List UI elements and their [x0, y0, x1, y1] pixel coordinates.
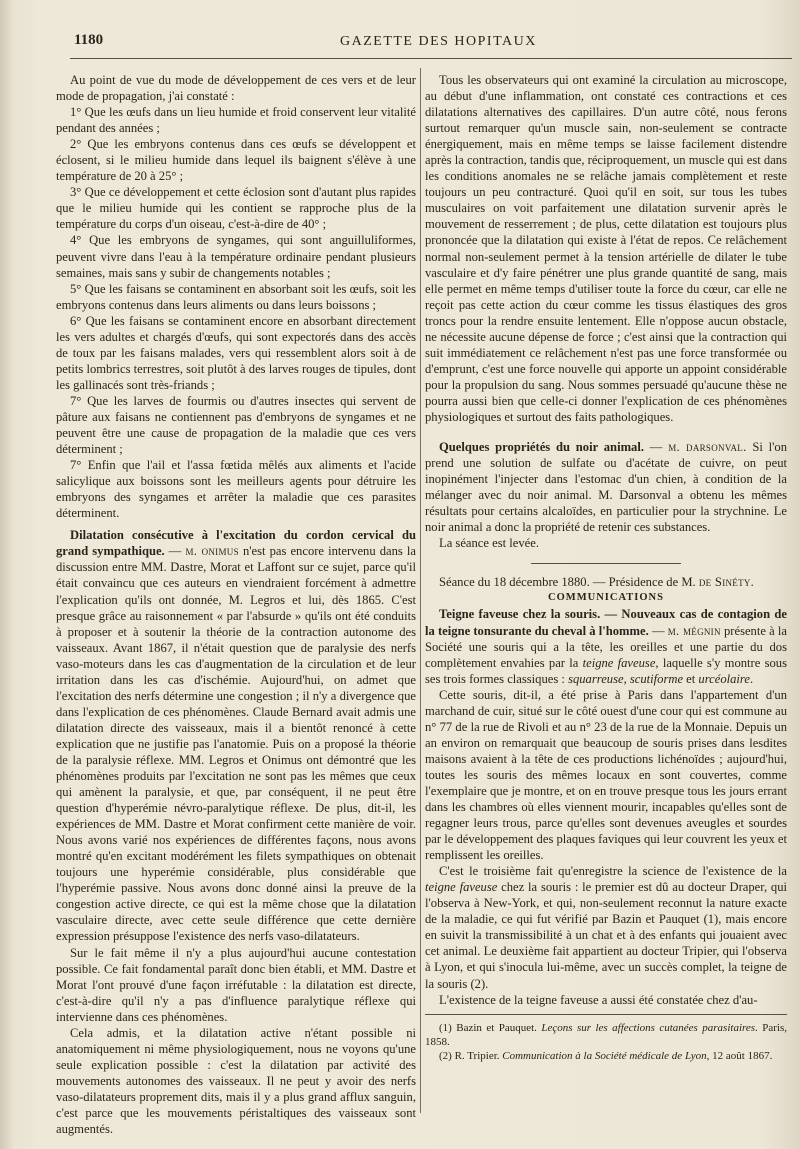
- teigne-text: .: [749, 671, 754, 686]
- dash: —: [164, 544, 186, 559]
- teigne-form: urcéolaire: [698, 671, 750, 686]
- section-title-teigne: Teigne faveuse chez la souris. — Nouveaux cas de contagion de la teigne tonsurante du cheval à l'homme.: [425, 607, 787, 638]
- troisieme-text: chez la souris : le premier est dû au docteur Draper, qui l'observa à New-York, et qui, non-seulement reconnut la nature exacte de la maladie, ce qui fut vérifié par Bazin et Pauquet (1), mais encore en suivit la transmissibilité à un chat et à des enfants qui jouaient avec cet animal. Le deuxième fait appartient au docteur Tripier, qui l'observa à Lyon, et qui s'inocula lui-même, avec un succès complet, la teigne de la souris (2).: [425, 880, 788, 991]
- list-item: 4° Que les embryons de syngames, qui sont anguilluliformes, peuvent vivre dans l'eau à la température ordinaire pendant plusieurs semaines, mais sans y subir de changements notables ;: [56, 233, 416, 280]
- seance-date: Séance du 18 décembre 1880. — Présidence de M.: [439, 575, 699, 590]
- list-item: 7° Enfin que l'ail et l'assa fœtida mêlés aux aliments et l'acide salicylique aux boissons sont les meilleurs agents pour détruire les embryons des syngames et arrêter la maladie que ces parasites déterminent.: [56, 458, 416, 521]
- noir-text: Si l'on prend une solution de sulfate ou d'acétate de cuivre, on peut inopinément l'injecter dans l'estomac d'un chien, à condition de la mélanger avec du noir animal. M. Darsonval a obtenu les mêmes résultats pour certains alcaloïdes, en particulier pour la strychnine. Le noir animal a donc la propriété de retenir ces substances.: [425, 440, 787, 535]
- noir-paragraph: [425, 439, 787, 535]
- column-divider: [420, 68, 421, 1113]
- footnote-text: , 12 août 1867.: [706, 1049, 773, 1062]
- author-onimus: m. onimus: [185, 544, 239, 559]
- communications-heading: COMMUNICATIONS: [548, 592, 664, 604]
- author-megnin: m. mégnin: [667, 623, 721, 638]
- footnote-text: (2) R. Tripier.: [439, 1049, 503, 1062]
- teigne-forms: squarreuse, scutiforme: [568, 671, 684, 686]
- list-item: 7° Que les larves de fourmis ou d'autres insectes qui servent de pâture aux faisans ne contiennent pas d'embryons de syngames et ne peuvent être une cause de propagation de la maladie que ces vers déterminent ;: [56, 393, 416, 457]
- teigne-term: teigne faveuse: [582, 655, 656, 670]
- section-title-noir: Quelques propriétés du noir animal.: [439, 440, 644, 455]
- footnote-1: [425, 1021, 787, 1049]
- page-number: 1180: [74, 32, 104, 48]
- president-name: de Sinéty.: [698, 575, 755, 590]
- dilatation-paragraph-3: Cela admis, et la dilatation active n'étant possible ni anatomiquement ni même physiologiquement, nous ne voyons qu'une seule explication possible : c'est la dilatation par activité des mouvements autonomes des vaisseaux. Il ne peut y avoir des nerfs vaso-dilatateurs proprement dits, mais il y a plus grand afflux sanguin, c'est parce que les mouvements péristaltiques des vaisseaux sont augmentés.: [56, 1025, 416, 1137]
- dilatation-paragraph-2: Sur le fait même il n'y a plus aujourd'hui aucune contestation possible. Ce fait fondamental paraît donc bien établi, et MM. Dastre et Morat l'ont prouvé d'une façon irréfutable : la dilatation est directe, c'est-à-dire qu'il n'y a pas d'influence paralytique réflexe qui intervienne dans ces phénomènes.: [56, 945, 416, 1024]
- souris-paragraph: Cette souris, dit-il, a été prise à Paris dans l'appartement d'un marchand de cuir, situé sur le côté ouest d'une cour qui est commune au n° 77 de la rue de Rivoli et au n° 23 de la rue de la Monnaie. Depuis un an environ on remarquait que beaucoup de souris prises dans lesdites maisons avaient à la tête de ces productions lichénoïdes ; aujourd'hui, toutes les souris des mêmes locaux en sont couvertes, comme l'exemplaire que je montre, et on en trouve presque tous les jours errant dans les chambres où elles viennent mourir, incapables qu'elles sont de regagner leurs trous, parce qu'elles sont devenues aveugles et sourdes par le développement des plaques faviques qui leur couvrent les yeux et remplissent les oreilles.: [425, 687, 787, 863]
- troisieme-paragraph: [425, 863, 787, 991]
- seance-heading: [425, 574, 787, 590]
- section-title-dilatation: Dilatation consécutive à l'excitation du cordon cervical du grand sympathique.: [56, 528, 416, 559]
- section-rule: [531, 563, 681, 564]
- list-item: 3° Que ce développement et cette éclosion sont d'autant plus rapides que le milieu humide qui les contient se rapproche plus de la température du corps d'un oiseau, c'est-à-dire de 40° ;: [56, 185, 416, 232]
- right-column: [425, 72, 787, 1063]
- list-item: 1° Que les œufs dans un lieu humide et froid conservent leur vitalité pendant des années ;: [56, 105, 416, 136]
- teigne-paragraph: [425, 606, 787, 686]
- footnote-text: (1) Bazin et Pauquet.: [439, 1021, 542, 1034]
- list-item: 2° Que les embryons contenus dans ces œufs se développent et éclosent, si le milieu humide dans lequel ils baignent s'élève à une température de 20 à 25° ;: [56, 137, 416, 184]
- intro-paragraph: Au point de vue du mode de développement de ces vers et de leur mode de propagation, j'ai constaté :: [56, 73, 416, 104]
- dash: —: [648, 623, 668, 638]
- page-header: [70, 30, 790, 52]
- list-item: 5° Que les faisans se contaminent en absorbant soit les œufs, soit les embryons contenus dans leurs aliments ou dans leurs boissons ;: [56, 281, 416, 312]
- footnote-text: . Paris, 1858.: [425, 1021, 787, 1048]
- troisieme-text: C'est le troisième fait qu'enregistre la science de l'existence de la: [439, 864, 787, 879]
- dilatation-paragraph: [56, 527, 416, 944]
- header-rule: [70, 58, 792, 59]
- footnote-rule: [425, 1014, 787, 1015]
- dash: —: [644, 440, 669, 455]
- left-column: [56, 72, 416, 1137]
- footnotes: [425, 1021, 787, 1063]
- contraction-paragraph: Tous les observateurs qui ont examiné la circulation au microscope, au début d'une inflammation, ont constaté ces contractions et ces dilatations alternatives des capillaires. D'un autre côté, nous ferons surtout remarquer qu'un muscle sain, non-seulement se contracte énergiquement, mais en même temps se laisse facilement distendre après la contraction, tandis que, réciproquement, un muscle qui est dans les conditions anomales ne se relâche jamais complètement et reste toujours un peu contracturé. Quoi qu'il en soit, sur tous les tubes musculaires on voit parfaitement une dilatation survenir après le mouvement de resserrement ; de plus, cette dilatation est toujours plus prononcée que la dilatation qui existe à l'état de repos. Ce relâchement normal non-seulement permet à la tension artérielle de dilater le tube vasculaire et d'y faire pénétrer une plus grande quantité de sang, mais elle permet en même temps d'utiliser toute la force du cœur, car elle ne reçoit pas cette action du cœur comme les tissus élastiques des gros troncs pour la rendre ensuite lentement. Elle n'oppose aucun obstacle, ne nécessite aucune dépense de force ; c'est ainsi que la contraction qui suit immédiatement ce relâchement n'est pas une force transformée ou d'emprunt, c'est une force nouvelle qui apporte un appoint considérable pour la propulsion du sang. Nous sommes persuadé qu'aucune thèse ne pourra aussi bien que celle-ci donner l'explication de ces phénomènes physiologiques et surtout des faits pathologiques.: [425, 73, 787, 424]
- footnote-title: Leçons sur les affections cutanées parasitaires: [541, 1021, 756, 1034]
- journal-title: GAZETTE DES HOPITAUX: [340, 34, 537, 49]
- existence-paragraph: L'existence de la teigne faveuse a aussi été constatée chez d'au-: [439, 992, 758, 1007]
- teigne-text: présente à la Société une souris qui a la tête, les oreilles et une partie du dos complètement envahies par la: [425, 623, 787, 670]
- teigne-term: teigne faveuse: [425, 880, 498, 895]
- footnote-title: Communication à la Société médicale de Lyon: [502, 1049, 707, 1062]
- footnote-2: [425, 1049, 787, 1063]
- dilatation-text: n'est pas encore intervenu dans la discussion entre MM. Dastre, Morat et Laffont sur ce sujet, parce qu'il était convaincu que ces auteurs en viendraient forcément à admettre l'explication qu'ils ont donnée, M. Legros et lui, dès 1865. C'est presque grâce au raisonnement « par l'absurde » qu'ils ont été conduits à proposer et à soutenir la théorie de la contraction autonome des vaisseaux. Avant 1867, il n'était question que de paralysie des nerfs vaso-moteurs dans les cas d'augmentation de la circulation et de leur irritation dans les cas d'ischémie. Aujourd'hui, on admet que l'excitation des nerfs détermine une congestion ; il n'y a divergence que dans l'explication de ces phénomènes. Claude Bernard avait admis une dilatation directe des vaisseaux, mais il a bientôt renoncé à cette explication que ne justifie pas l'anatomie. Puis on a proposé la théorie de la paralysie réflexe. MM. Legros et Onimus ont démontré que les phénomènes produits par l'excitation ne sont pas les mêmes que ceux qui amènent la paralysie, et que, par conséquent, il ne peut être question d'hyperémie névro-paralytique réflexe. De plus, dit-il, les expériences de MM. Dastre et Morat confirment cette manière de voir. Nous avons varié nos expériences de différentes façons, nous avons montré qu'en excitant modérément les filets sympathiques on obtenait toujours une hyperémie considérable, plus considérable que l'hyperémie passive. Nous avons donc donné ainsi la preuve de la congestion active directe, ce qui est la même chose que la dilatation vasculaire directe, avec cette seule différence que cette dernière expression présuppose l'existence des nerfs vaso-dilatateurs.: [56, 544, 416, 944]
- seance-levee: La séance est levée.: [439, 536, 539, 551]
- teigne-text: , laquelle s'y montre sous ses trois formes classiques :: [425, 655, 787, 686]
- teigne-text: et: [683, 671, 699, 686]
- author-darsonval: m. darsonval.: [668, 440, 747, 455]
- list-item: 6° Que les faisans se contaminent encore en absorbant directement les vers adultes et chargés d'œufs, qui sont expectorés dans des accès de toux par les faisans malades, vers qui ressemblent alors soit à de petits lombrics terrestres, soit plutôt à des larves rouges de tipules, dont les gallinacés sont très-friands ;: [56, 313, 416, 392]
